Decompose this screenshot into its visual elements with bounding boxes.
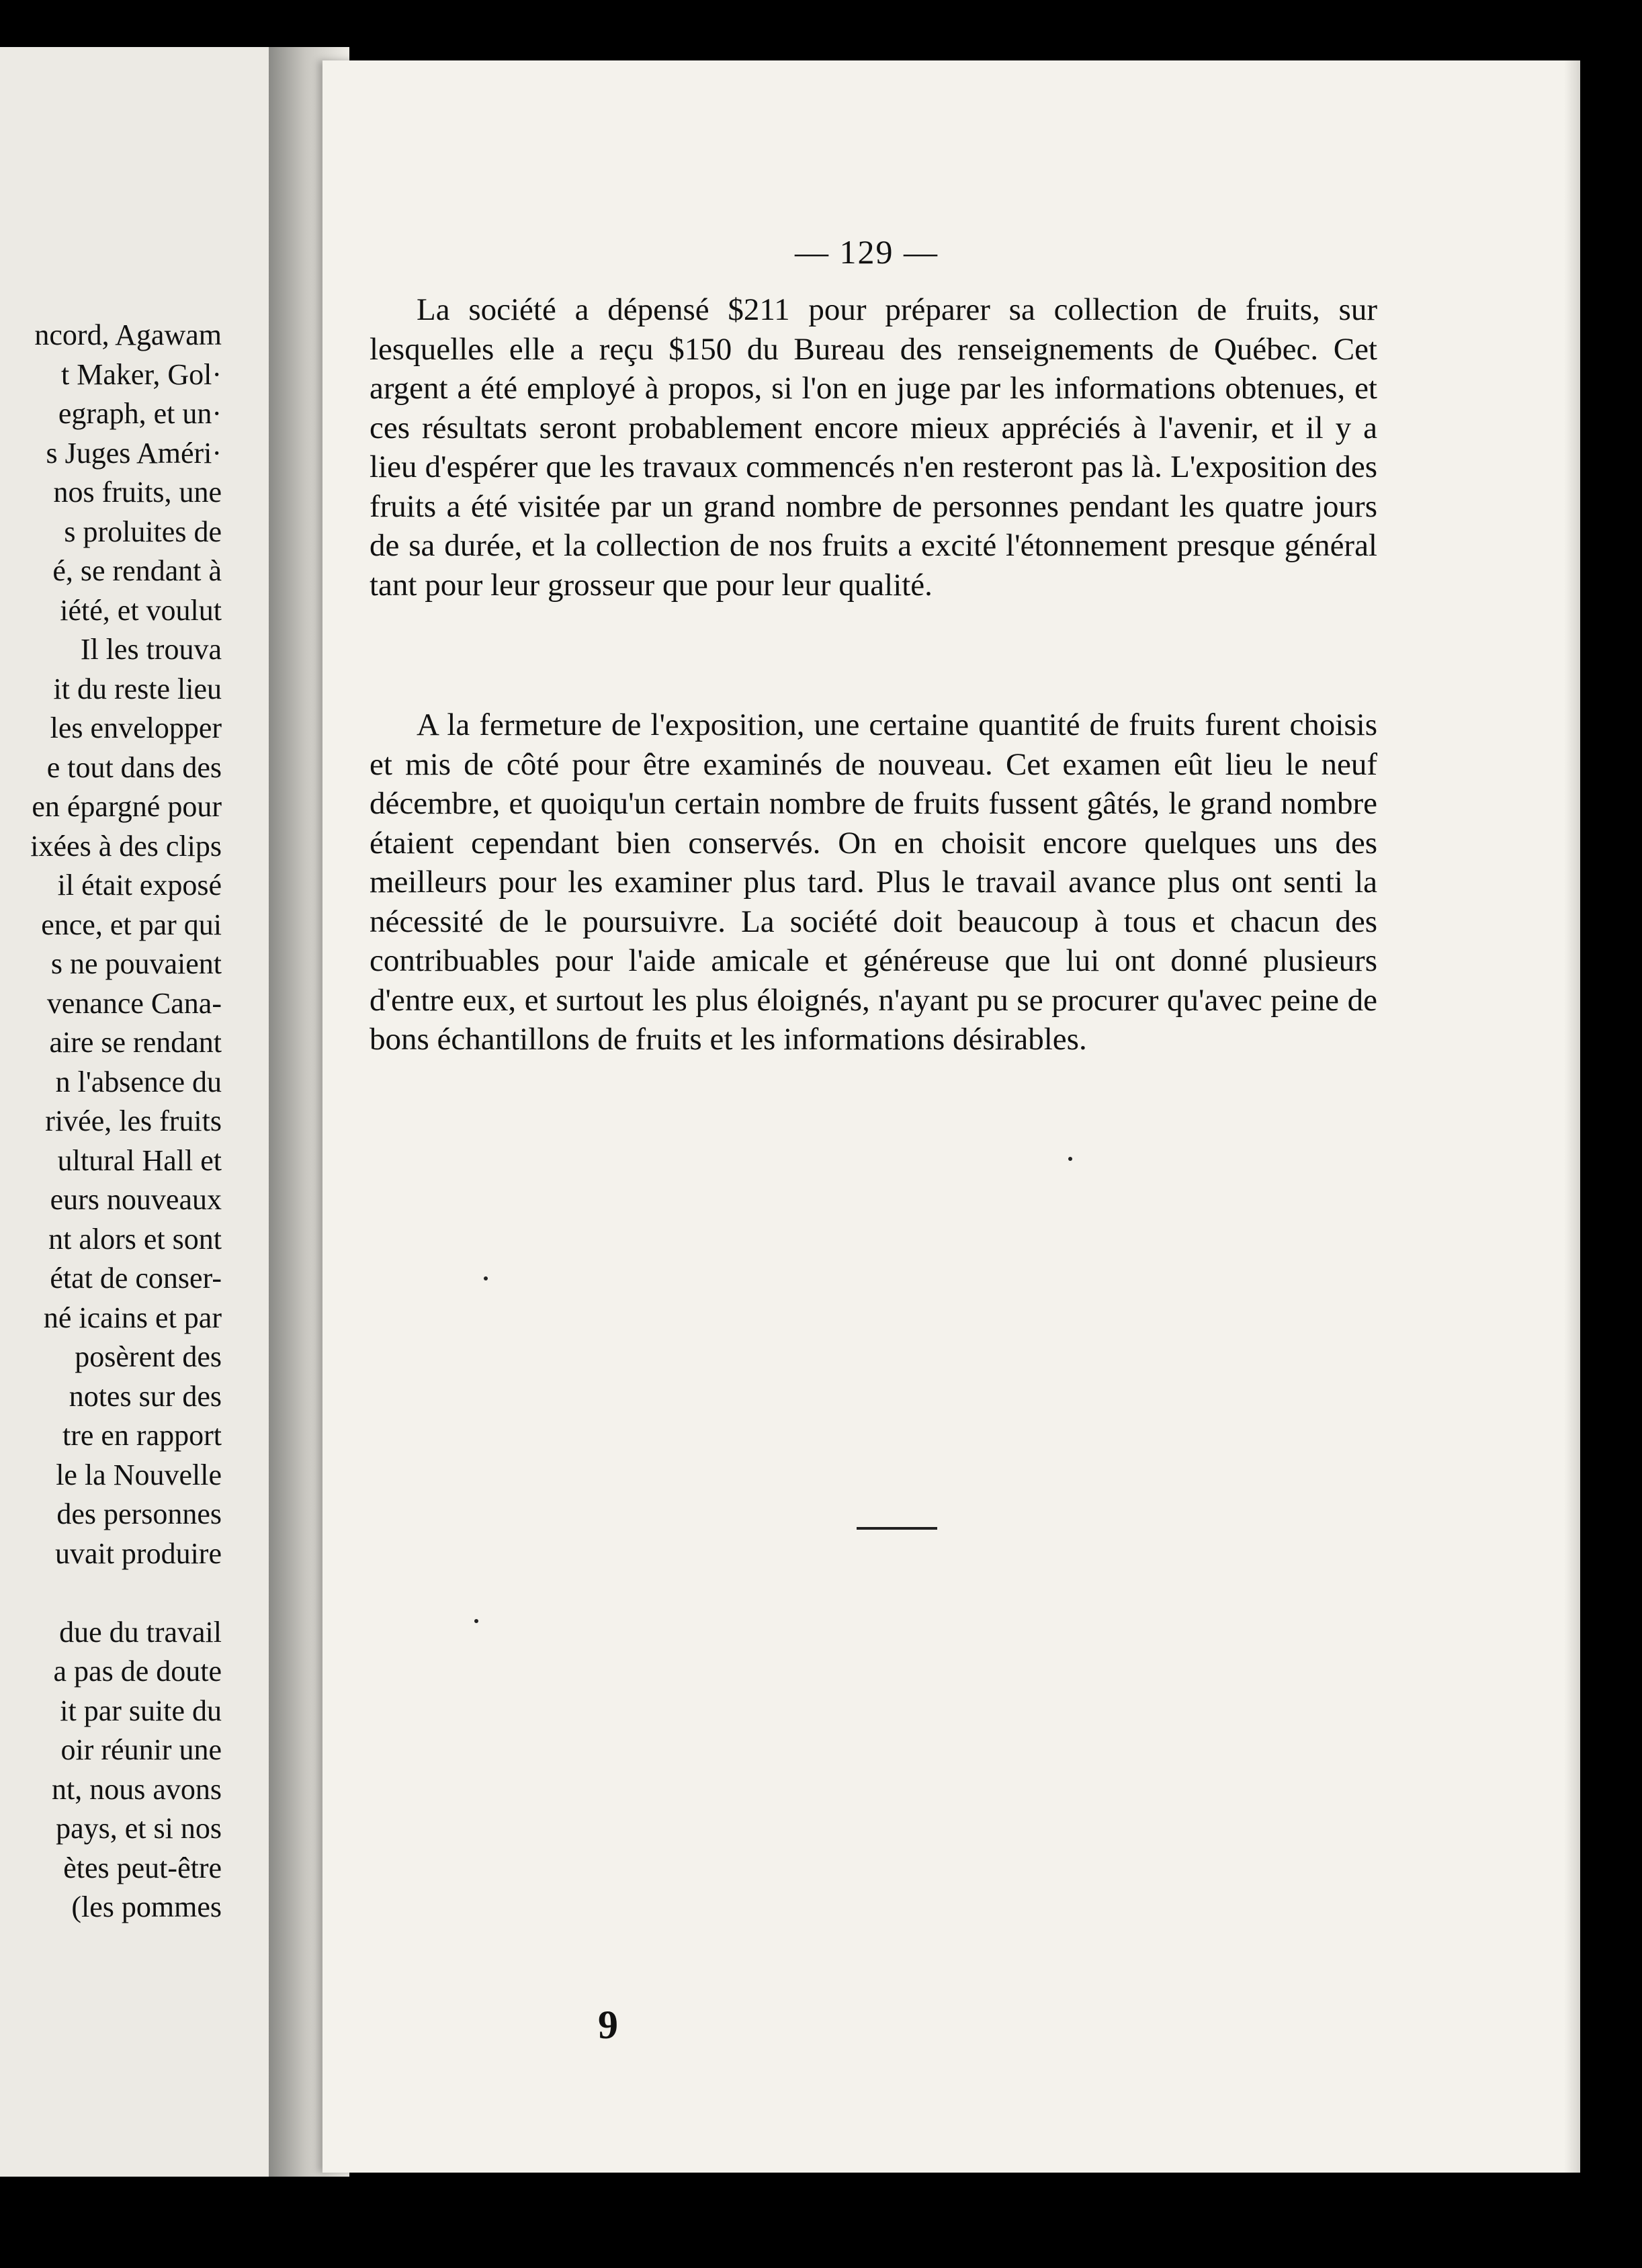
left-page-line: ence, et par qui [41,908,222,941]
left-page-line: ncord, Agawam [34,318,222,351]
left-page-line: en épargné pour [32,790,222,823]
closing-rule [857,1527,937,1530]
left-page-line: eurs nouveaux [50,1183,222,1216]
right-page [322,60,1580,2173]
page-number: — 129 — [795,233,939,271]
paragraph-2 [370,705,1377,1059]
left-page-line: s Juges Améri· [46,436,222,470]
left-page-line: e tout dans des [46,750,222,784]
left-page-line: nos fruits, une [53,476,222,509]
paragraph-text: La société a dépensé $211 pour préparer sa collection de fruits, sur lesquelles elle a reçu $150 du Bureau des renseignements de Québec. Cet argent a été employé à propos, si l'on en juge par les informations obtenues, et ces résultats seront probablement encore mieux appréciés à l'avenir, et il y a lieu d'espérer que les travaux commencés n'en resteront pas là. L'exposition des fruits a été visitée par un grand nombre de personnes pendant les quatre jours de sa durée, et la collection de nos fruits a excité l'étonnement presque général tant pour leur grosseur que pour leur qualité. [370,292,1377,603]
left-page-line: les envelopper [50,711,222,744]
left-page-line: ultural Hall et [57,1143,222,1177]
left-page-line: oir réunir une [60,1733,222,1766]
left-page-line: n l'absence du [55,1065,222,1098]
left-page-line: é, se rendant à [52,554,222,587]
left-page-line [0,1573,222,1613]
left-page-line: due du travail [59,1615,222,1649]
left-page-line: venance Cana- [46,986,222,1020]
left-page-line: des personnes [56,1497,222,1530]
left-page-line: état de conser- [50,1262,222,1295]
left-page-line: aire se rendant [49,1026,222,1059]
left-page-line: iété, et voulut [60,593,222,627]
left-page-line: uvait produire [54,1536,222,1570]
left-page-line: nt alors et sont [48,1222,222,1256]
ink-speck [1068,1157,1072,1161]
left-page-line: (les pommes [71,1890,222,1923]
left-page-line: s ne pouvaient [50,947,222,980]
left-page-line: notes sur des [69,1379,222,1413]
ink-speck [484,1276,488,1280]
left-page-line: egraph, et un· [58,397,222,430]
left-page-line: le la Nouvelle [56,1458,222,1491]
ink-speck [474,1619,478,1623]
paragraph-text: A la fermeture de l'exposition, une certaine quantité de fruits furent choisis et mis de côté pour être examinés de nouveau. Cet examen eût lieu le neuf décembre, et quoiqu'un certain nombre de fruits fussent gâtés, le grand nombre étaient cependant bien conservés. On en choisit encore quelques uns des meilleurs pour les examiner plus tard. Plus le travail avance plus ont senti la nécessité de le poursuivre. La société doit beaucoup à tous et chacun des contribuables pour l'aide amicale et généreuse que lui ont donné plusieurs d'entre eux, et surtout les plus éloignés, n'ayant pu se procurer qu'avec peine de bons échantillons de fruits et les informations désirables. [370,707,1377,1057]
left-page-line: it du reste lieu [53,672,222,705]
left-page-line: s proluites de [64,515,222,548]
left-page-line: posèrent des [75,1340,222,1373]
left-page-line: nt, nous avons [52,1772,222,1806]
left-page-line: rivée, les fruits [45,1104,222,1137]
left-page-line: ixées à des clips [30,829,222,863]
left-page-line: né icains et par [43,1301,222,1334]
paragraph-1 [370,290,1377,605]
left-page-line: a pas de doute [53,1655,222,1688]
signature-mark: 9 [598,2003,618,2047]
left-page-line: pays, et si nos [56,1812,222,1845]
left-page-text [0,47,222,1927]
left-page-line: tre en rapport [62,1419,222,1452]
left-page-line: Il les trouva [80,633,222,666]
left-page-line: il était exposé [57,869,222,902]
left-page-line: t Maker, Gol· [61,357,222,391]
left-page-line: it par suite du [60,1694,222,1727]
left-page-line: ètes peut-être [63,1851,222,1884]
